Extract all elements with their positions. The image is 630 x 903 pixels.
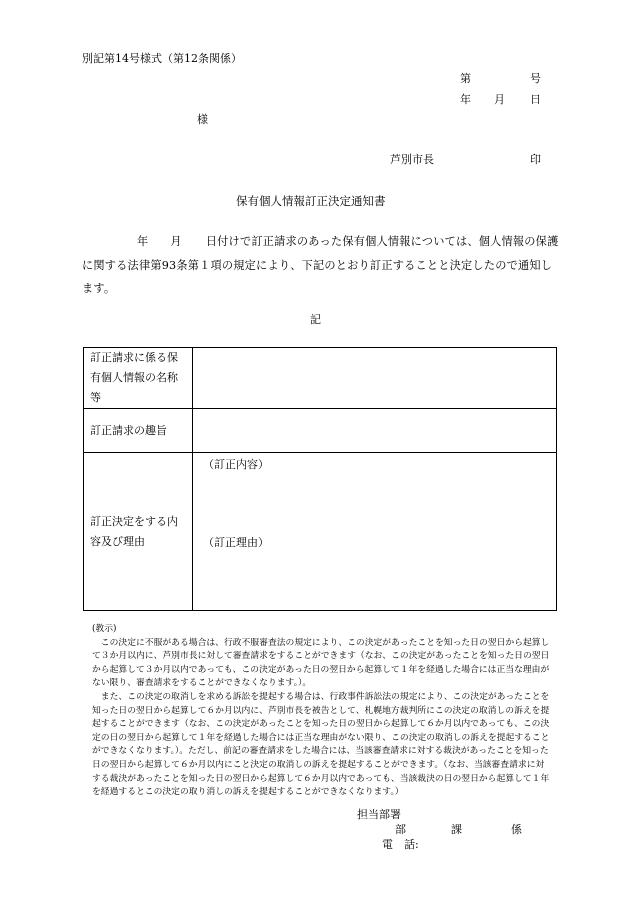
contact-ka: 課: [451, 823, 462, 836]
addressee-sama: 様: [197, 113, 208, 126]
body-year: 年: [137, 235, 149, 248]
row1-value: [193, 348, 557, 409]
correction-content-label: （訂正内容）: [203, 458, 269, 471]
ki-heading: 記: [310, 313, 321, 326]
issuer-seal: 印: [530, 153, 541, 166]
date-year: 年: [460, 93, 471, 106]
contact-phone: 電 話:: [382, 838, 419, 851]
notes-paragraph-1: この決定に不服がある場合は、行政不服審査法の規定により、この決定があったことを知った日の翌日から起算して３か月以内に、芦別市長に対して審査請求をすることができます（なお、この決定があったことを知った日の翌日から起算して３か月以内であっても、この決定があった日の翌日から起算して１年を経過した場合には正当な理由がない限り、審査請求をすることができなくなります。）。: [92, 637, 550, 689]
notes-heading: (教示): [92, 624, 117, 634]
table-row: [84, 453, 557, 611]
body-text: 日付けで訂正請求のあった保有個人情報については、個人情報の保護に関する法律第93条第１項の規定により、下記のとおり訂正することと決定したので通知します。: [82, 235, 559, 295]
number-dai: 第: [460, 72, 471, 85]
row3-label: 訂正決定をする内容及び理由: [84, 453, 193, 611]
row2-label: 訂正請求の趣旨: [84, 409, 193, 453]
table-row: [84, 348, 557, 409]
record-table: [83, 347, 557, 611]
row3-value: [193, 453, 557, 611]
notes-paragraph-2: また、この決定の取消しを求める訴訟を提起する場合は、行政事件訴訟法の規定により、この決定があったことを知った日の翌日から起算して６か月以内に、芦別市長を被告として、札幌地方裁判所にこの決定の取消しの訴えを提起することができます（なお、この決定があったことを知った日の翌日から起算して６か月以内であっても、この決定の日の翌日から起算して１年を経過した場合には正当な理由がない限り、この決定の取消しの訴えを提起することができなくなります。）。ただし、前記の審査請求をした場合には、当該審査請求に対する裁決があったことを知った日の翌日から起算して６か月以内にこと決定の取消しの訴えを提起することができます。（なお、当該審査請求に対する裁決があったことを知った日の翌日から起算して６か月以内であっても、当該裁決の日の翌日から起算して１年を経過するとこの決定の取り消しの訴えを提起することができなくなります。）: [92, 691, 550, 798]
correction-reason-label: （訂正理由）: [203, 536, 269, 549]
issuer-name: 芦別市長: [390, 153, 434, 166]
row1-label: 訂正請求に係る保有個人情報の名称等: [84, 348, 193, 409]
document-title: 保有個人情報訂正決定通知書: [236, 194, 386, 208]
date-month: 月: [494, 93, 505, 106]
row2-value: [193, 409, 557, 453]
table-row: [84, 409, 557, 453]
body-paragraph: [82, 230, 562, 301]
contact-label: 担当部署: [357, 808, 401, 821]
instruction-notes: [92, 623, 552, 800]
body-month: 月: [170, 235, 182, 248]
number-go: 号: [530, 72, 541, 85]
date-day: 日: [530, 93, 541, 106]
contact-bu: 部: [395, 823, 406, 836]
contact-kakari: 係: [511, 823, 522, 836]
form-identifier: 別記第14号様式（第12条関係）: [82, 52, 242, 65]
